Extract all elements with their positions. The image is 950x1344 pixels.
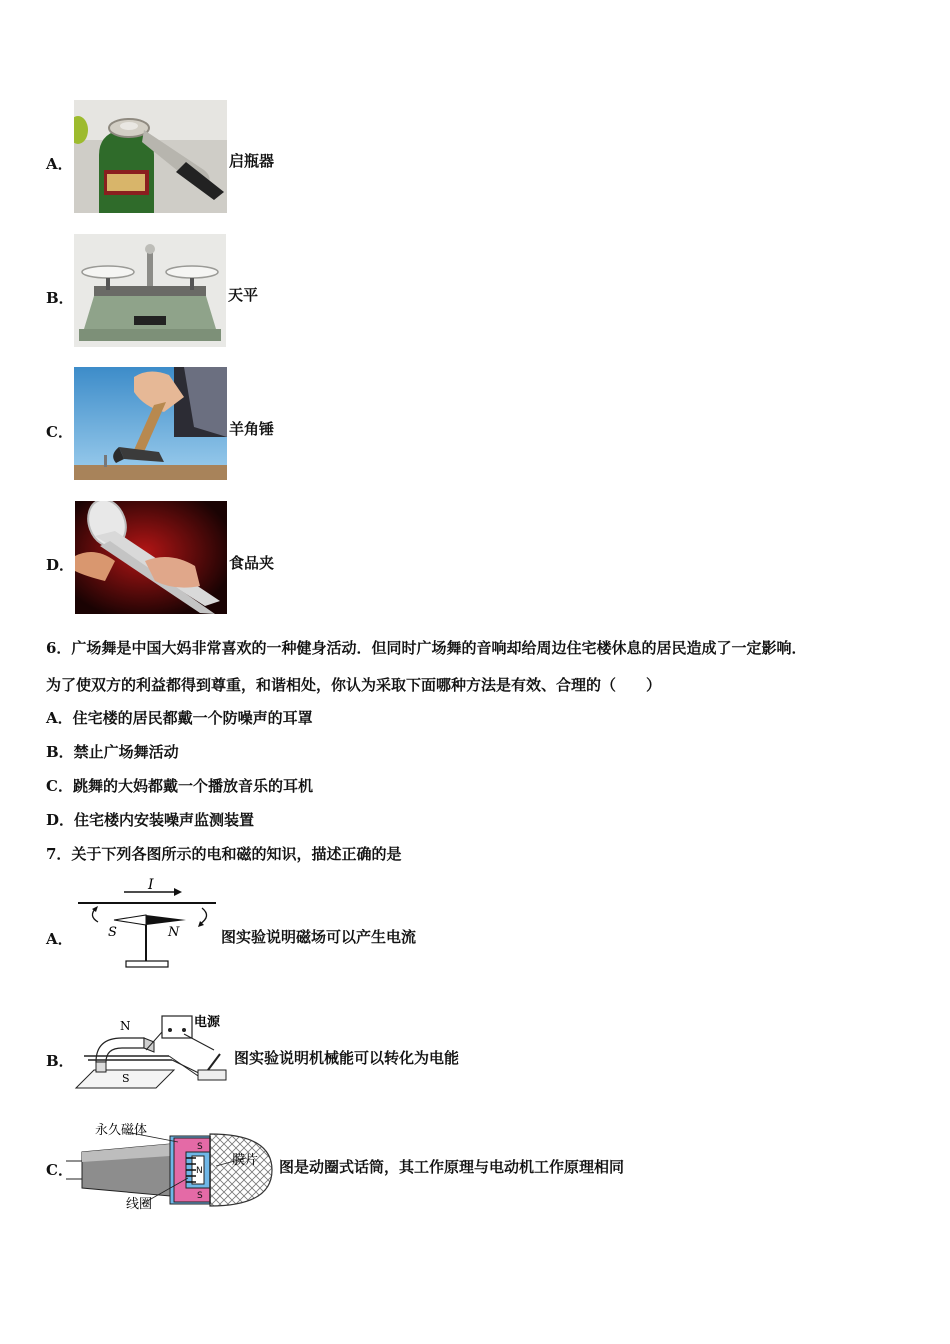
question-stem: 7．关于下列各图所示的电和磁的知识，描述正确的是 [46, 845, 402, 863]
coil-label: 线圈 [126, 1197, 153, 1212]
food-tongs-photo [75, 501, 227, 614]
generator-experiment-figure [74, 1010, 232, 1096]
option-label: 启瓶器 [229, 152, 275, 170]
option-letter: A． [46, 155, 73, 173]
south-pole-bottom-label: S [197, 1191, 203, 1201]
current-label: I [148, 877, 154, 893]
south-pole-top-label: S [197, 1142, 203, 1152]
choice-a: A．住宅楼的居民都戴一个防噪声的耳罩 [46, 709, 313, 727]
south-pole-label: S [122, 1072, 130, 1085]
question-stem: 6．广场舞是中国大妈非常喜欢的一种健身活动．但同时广场舞的音响却给周边住宅楼休息的居民造成了一定影响． [46, 639, 807, 657]
diaphragm-label: 膜片 [232, 1153, 259, 1168]
option-text: 图是动圈式话筒，其工作原理与电动机工作原理相同 [279, 1158, 625, 1176]
option-letter: B． [46, 289, 74, 307]
question-stem: 为了使双方的利益都得到尊重，和谐相处，你认为采取下面哪种方法是有效、合理的（ ） [46, 676, 662, 694]
option-letter: A． [46, 930, 73, 948]
north-pole-label: N [120, 1019, 131, 1033]
option-letter: D． [46, 556, 75, 574]
option-text: 图实验说明磁场可以产生电流 [221, 928, 417, 946]
option-label: 天平 [228, 286, 259, 304]
north-pole-label: N [196, 1166, 203, 1176]
permanent-magnet-label: 永久磁体 [95, 1123, 148, 1138]
oersted-experiment-figure [74, 872, 220, 972]
option-letter: C． [46, 1161, 73, 1179]
option-text: 图实验说明机械能可以转化为电能 [234, 1049, 460, 1067]
option-label: 羊角锤 [229, 420, 275, 438]
south-pole-label: S [108, 925, 117, 940]
bottle-opener-photo [74, 100, 227, 213]
claw-hammer-photo [74, 367, 227, 480]
option-letter: C． [46, 423, 73, 441]
choice-d: D．住宅楼内安装噪声监测装置 [46, 811, 255, 829]
balance-scale-photo [74, 234, 226, 347]
north-pole-label: N [168, 925, 180, 940]
choice-b: B．禁止广场舞活动 [46, 743, 179, 761]
power-supply-label: 电源 [194, 1015, 221, 1030]
moving-coil-microphone-figure [60, 1116, 276, 1214]
option-letter: B． [46, 1052, 74, 1070]
choice-c: C．跳舞的大妈都戴一个播放音乐的耳机 [46, 777, 313, 795]
option-label: 食品夹 [229, 554, 275, 572]
